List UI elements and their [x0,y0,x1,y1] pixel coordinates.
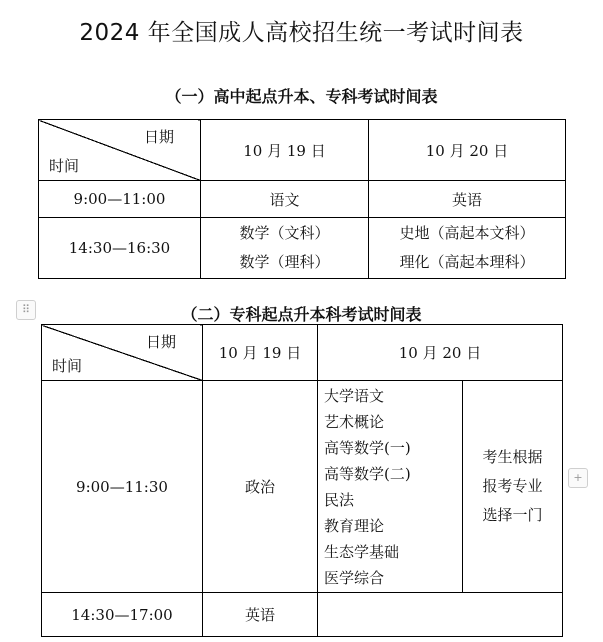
subject-item: 大学语文 [324,386,385,405]
exam-line: 史地（高起本文科） [399,224,535,242]
time-cell: 14:30—16:30 [39,218,201,279]
exam-line: 数学（理科） [239,253,330,271]
exam-line: 理化（高起本理科） [399,253,535,271]
exam-line: 数学（文科） [239,224,330,242]
drag-handle-icon[interactable]: ⠿ [16,300,36,320]
subject-item: 医学综合 [324,568,385,587]
date-label: 日期 [143,128,174,146]
subject-item: 高等数学(二) [324,464,411,483]
day1-header: 10 月 19 日 [203,325,318,381]
note-line: 报考专业 [482,477,543,495]
exam-cell: 英语 [369,181,566,218]
time-cell: 14:30—17:00 [42,593,203,637]
exam-cell: 语文 [201,181,369,218]
section1-heading: （一）高中起点升本、专科考试时间表 [165,87,438,106]
subject-item: 民法 [324,490,355,509]
add-row-icon[interactable]: + [568,468,588,488]
exam-cell: 政治 [203,381,318,593]
subject-item: 高等数学(一) [324,438,411,457]
time-label: 时间 [52,357,83,375]
note-line: 考生根据 [482,448,543,466]
subject-item: 生态学基础 [324,542,400,561]
time-label: 时间 [49,157,80,175]
day1-header: 10 月 19 日 [201,120,369,181]
exam-cell [369,218,566,279]
exam-cell: 英语 [203,593,318,637]
page-title: 2024 年全国成人高校招生统一考试时间表 [79,20,524,46]
header-corner-cell [39,120,201,181]
section2-heading: （二）专科起点升本科考试时间表 [181,305,422,324]
note-cell [463,381,563,593]
note-line: 选择一门 [482,506,543,524]
exam-cell-empty [318,593,563,637]
date-label: 日期 [145,333,176,351]
time-cell: 9:00—11:30 [42,381,203,593]
subject-item: 教育理论 [324,516,385,535]
header-corner-cell [42,325,203,381]
day2-header: 10 月 20 日 [318,325,563,381]
schedule-table-2 [41,324,563,637]
day2-header: 10 月 20 日 [369,120,566,181]
subject-list [318,381,463,593]
time-cell: 9:00—11:00 [39,181,201,218]
exam-cell [201,218,369,279]
subject-item: 艺术概论 [324,412,385,431]
schedule-table-1 [38,119,566,279]
